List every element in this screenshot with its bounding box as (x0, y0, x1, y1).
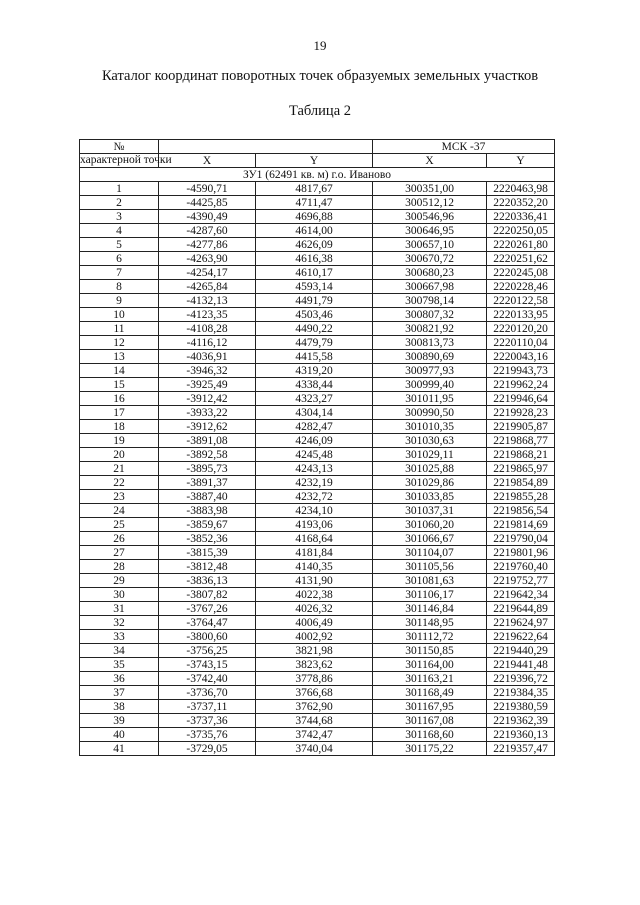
point-number: 2 (80, 196, 159, 210)
point-number: 14 (80, 364, 159, 378)
msk-y-cell: 2220043,16 (487, 350, 555, 364)
msk-y-cell: 2219946,64 (487, 392, 555, 406)
point-number: 32 (80, 616, 159, 630)
table-row (80, 420, 555, 434)
table-row (80, 686, 555, 700)
point-number: 30 (80, 588, 159, 602)
local-x-cell: -4263,90 (159, 252, 256, 266)
table-row (80, 280, 555, 294)
msk-y-cell: 2220250,05 (487, 224, 555, 238)
msk-y-cell: 2219928,23 (487, 406, 555, 420)
table-row (80, 364, 555, 378)
msk-x-cell: 301105,56 (373, 560, 487, 574)
msk-x-cell: 300670,72 (373, 252, 487, 266)
msk-x-cell: 301081,63 (373, 574, 487, 588)
local-y-cell: 4696,88 (256, 210, 373, 224)
msk-x-cell: 301011,95 (373, 392, 487, 406)
msk-x-cell: 300546,96 (373, 210, 487, 224)
local-y-cell: 3742,47 (256, 728, 373, 742)
msk-y-cell: 2219752,77 (487, 574, 555, 588)
point-number: 10 (80, 308, 159, 322)
local-x-cell: -3736,70 (159, 686, 256, 700)
msk-x-cell: 300977,93 (373, 364, 487, 378)
point-number: 18 (80, 420, 159, 434)
section-title: ЗУ1 (62491 кв. м) г.о. Иваново (80, 168, 555, 182)
section-row (80, 168, 555, 182)
local-x-cell: -4277,86 (159, 238, 256, 252)
local-y-cell: 3766,68 (256, 686, 373, 700)
local-x-cell: -3912,62 (159, 420, 256, 434)
local-x-cell: -3887,40 (159, 490, 256, 504)
local-x-cell: -3756,25 (159, 644, 256, 658)
local-x-cell: -3912,42 (159, 392, 256, 406)
point-number: 26 (80, 532, 159, 546)
msk-y-cell: 2219440,29 (487, 644, 555, 658)
msk-x-cell: 301175,22 (373, 742, 487, 756)
document-title: Каталог координат поворотных точек образуемых земельных участков (101, 68, 539, 84)
local-y-cell: 4131,90 (256, 574, 373, 588)
table-row (80, 462, 555, 476)
header-msk: МСК -37 (373, 140, 555, 154)
local-y-cell: 4026,32 (256, 602, 373, 616)
local-x-cell: -4287,60 (159, 224, 256, 238)
local-x-cell: -4254,17 (159, 266, 256, 280)
local-y-cell: 3778,86 (256, 672, 373, 686)
local-y-cell: 4491,79 (256, 294, 373, 308)
local-x-cell: -4390,49 (159, 210, 256, 224)
local-x-cell: -3737,36 (159, 714, 256, 728)
local-x-cell: -4132,13 (159, 294, 256, 308)
local-y-cell: 4193,06 (256, 518, 373, 532)
local-x-cell: -3946,32 (159, 364, 256, 378)
table-row (80, 490, 555, 504)
local-x-cell: -3812,48 (159, 560, 256, 574)
msk-x-cell: 300813,73 (373, 336, 487, 350)
local-x-cell: -3742,40 (159, 672, 256, 686)
point-number: 7 (80, 266, 159, 280)
table-row (80, 728, 555, 742)
table-row (80, 224, 555, 238)
point-number: 24 (80, 504, 159, 518)
point-number: 13 (80, 350, 159, 364)
header-msk-y: Y (487, 154, 555, 168)
local-x-cell: -3852,36 (159, 532, 256, 546)
table-row (80, 322, 555, 336)
header-msk-x: X (373, 154, 487, 168)
local-x-cell: -3925,49 (159, 378, 256, 392)
msk-x-cell: 301146,84 (373, 602, 487, 616)
msk-y-cell: 2219360,13 (487, 728, 555, 742)
msk-y-cell: 2220122,58 (487, 294, 555, 308)
msk-y-cell: 2219868,21 (487, 448, 555, 462)
local-y-cell: 3740,04 (256, 742, 373, 756)
local-x-cell: -3729,05 (159, 742, 256, 756)
table-row (80, 742, 555, 756)
msk-y-cell: 2219801,96 (487, 546, 555, 560)
local-y-cell: 3762,90 (256, 700, 373, 714)
local-x-cell: -3895,73 (159, 462, 256, 476)
local-x-cell: -4108,28 (159, 322, 256, 336)
msk-y-cell: 2220352,20 (487, 196, 555, 210)
local-x-cell: -3807,82 (159, 588, 256, 602)
point-number: 36 (80, 672, 159, 686)
point-number: 16 (80, 392, 159, 406)
point-number: 25 (80, 518, 159, 532)
local-x-cell: -3767,26 (159, 602, 256, 616)
msk-x-cell: 301029,11 (373, 448, 487, 462)
msk-y-cell: 2219357,47 (487, 742, 555, 756)
table-row (80, 238, 555, 252)
msk-x-cell: 300646,95 (373, 224, 487, 238)
msk-y-cell: 2219854,89 (487, 476, 555, 490)
msk-y-cell: 2219622,64 (487, 630, 555, 644)
point-number: 17 (80, 406, 159, 420)
table-caption: Таблица 2 (288, 103, 351, 119)
msk-y-cell: 2219962,24 (487, 378, 555, 392)
point-number: 1 (80, 182, 159, 196)
msk-y-cell: 2220463,98 (487, 182, 555, 196)
local-y-cell: 4181,84 (256, 546, 373, 560)
local-x-cell: -4036,91 (159, 350, 256, 364)
local-y-cell: 4626,09 (256, 238, 373, 252)
table-row (80, 658, 555, 672)
table-row (80, 378, 555, 392)
local-x-cell: -3883,98 (159, 504, 256, 518)
local-y-cell: 4616,38 (256, 252, 373, 266)
table-row (80, 308, 555, 322)
point-number: 19 (80, 434, 159, 448)
point-number: 3 (80, 210, 159, 224)
table-row (80, 252, 555, 266)
table-row (80, 518, 555, 532)
table-row (80, 532, 555, 546)
local-y-cell: 4282,47 (256, 420, 373, 434)
msk-x-cell: 300807,32 (373, 308, 487, 322)
local-x-cell: -3737,11 (159, 700, 256, 714)
table-row (80, 448, 555, 462)
msk-y-cell: 2219855,28 (487, 490, 555, 504)
local-y-cell: 4304,14 (256, 406, 373, 420)
point-number: 41 (80, 742, 159, 756)
local-y-cell: 4246,09 (256, 434, 373, 448)
point-number: 29 (80, 574, 159, 588)
point-number: 39 (80, 714, 159, 728)
table-row (80, 630, 555, 644)
point-number: 21 (80, 462, 159, 476)
header-row-top (80, 140, 555, 154)
msk-y-cell: 2219441,48 (487, 658, 555, 672)
table-row (80, 434, 555, 448)
local-y-cell: 4817,67 (256, 182, 373, 196)
point-number: 37 (80, 686, 159, 700)
msk-x-cell: 301030,63 (373, 434, 487, 448)
page-number: 19 (313, 38, 327, 53)
local-y-cell: 4234,10 (256, 504, 373, 518)
msk-y-cell: 2220336,41 (487, 210, 555, 224)
table-row (80, 560, 555, 574)
local-y-cell: 4503,46 (256, 308, 373, 322)
msk-x-cell: 301168,60 (373, 728, 487, 742)
table-row (80, 406, 555, 420)
table-row (80, 266, 555, 280)
msk-x-cell: 301164,00 (373, 658, 487, 672)
msk-x-cell: 301033,85 (373, 490, 487, 504)
msk-y-cell: 2220245,08 (487, 266, 555, 280)
msk-x-cell: 301010,35 (373, 420, 487, 434)
msk-x-cell: 300680,23 (373, 266, 487, 280)
msk-y-cell: 2220110,04 (487, 336, 555, 350)
local-y-cell: 4490,22 (256, 322, 373, 336)
table-row (80, 476, 555, 490)
point-number: 23 (80, 490, 159, 504)
point-number: 6 (80, 252, 159, 266)
table-row (80, 588, 555, 602)
table-row (80, 602, 555, 616)
table-row (80, 336, 555, 350)
msk-x-cell: 300512,12 (373, 196, 487, 210)
table-row (80, 672, 555, 686)
header-number-symbol: № (80, 140, 159, 154)
header-local-system (159, 140, 373, 154)
msk-x-cell: 301163,21 (373, 672, 487, 686)
local-y-cell: 4593,14 (256, 280, 373, 294)
table-header (80, 140, 555, 168)
msk-x-cell: 301060,20 (373, 518, 487, 532)
local-y-cell: 4319,20 (256, 364, 373, 378)
local-x-cell: -3815,39 (159, 546, 256, 560)
local-y-cell: 4006,49 (256, 616, 373, 630)
msk-x-cell: 300890,69 (373, 350, 487, 364)
table-row (80, 196, 555, 210)
msk-x-cell: 300657,10 (373, 238, 487, 252)
point-number: 11 (80, 322, 159, 336)
msk-x-cell: 300798,14 (373, 294, 487, 308)
msk-y-cell: 2219814,69 (487, 518, 555, 532)
msk-y-cell: 2219642,34 (487, 588, 555, 602)
local-y-cell: 4323,27 (256, 392, 373, 406)
msk-y-cell: 2219362,39 (487, 714, 555, 728)
table-row (80, 644, 555, 658)
header-row-axes (80, 154, 555, 168)
local-x-cell: -4123,35 (159, 308, 256, 322)
msk-y-cell: 2219865,97 (487, 462, 555, 476)
table-row (80, 700, 555, 714)
local-y-cell: 4245,48 (256, 448, 373, 462)
point-number: 22 (80, 476, 159, 490)
coordinates-table (79, 139, 555, 756)
msk-y-cell: 2219943,73 (487, 364, 555, 378)
msk-y-cell: 2219790,04 (487, 532, 555, 546)
msk-x-cell: 300351,00 (373, 182, 487, 196)
point-number: 20 (80, 448, 159, 462)
msk-x-cell: 300999,40 (373, 378, 487, 392)
header-local-y: Y (256, 154, 373, 168)
msk-x-cell: 300990,50 (373, 406, 487, 420)
msk-y-cell: 2220133,95 (487, 308, 555, 322)
header-local-x: X (159, 154, 256, 168)
point-number: 31 (80, 602, 159, 616)
point-number: 8 (80, 280, 159, 294)
table-row (80, 350, 555, 364)
msk-x-cell: 301148,95 (373, 616, 487, 630)
point-number: 15 (80, 378, 159, 392)
local-y-cell: 4168,64 (256, 532, 373, 546)
msk-y-cell: 2219905,87 (487, 420, 555, 434)
local-x-cell: -3743,15 (159, 658, 256, 672)
point-number: 38 (80, 700, 159, 714)
local-y-cell: 3823,62 (256, 658, 373, 672)
msk-x-cell: 301104,07 (373, 546, 487, 560)
msk-x-cell: 301037,31 (373, 504, 487, 518)
local-x-cell: -3764,47 (159, 616, 256, 630)
local-y-cell: 4610,17 (256, 266, 373, 280)
table-row (80, 616, 555, 630)
msk-x-cell: 301066,67 (373, 532, 487, 546)
point-number: 12 (80, 336, 159, 350)
msk-x-cell: 300821,92 (373, 322, 487, 336)
msk-y-cell: 2219856,54 (487, 504, 555, 518)
msk-x-cell: 301150,85 (373, 644, 487, 658)
msk-y-cell: 2219384,35 (487, 686, 555, 700)
local-x-cell: -3735,76 (159, 728, 256, 742)
local-y-cell: 4243,13 (256, 462, 373, 476)
local-y-cell: 4415,58 (256, 350, 373, 364)
table-row (80, 210, 555, 224)
point-number: 27 (80, 546, 159, 560)
local-x-cell: -3933,22 (159, 406, 256, 420)
local-y-cell: 4614,00 (256, 224, 373, 238)
local-y-cell: 4140,35 (256, 560, 373, 574)
local-y-cell: 4232,72 (256, 490, 373, 504)
msk-y-cell: 2220228,46 (487, 280, 555, 294)
table-row (80, 392, 555, 406)
table-row (80, 714, 555, 728)
local-y-cell: 4338,44 (256, 378, 373, 392)
msk-y-cell: 2220120,20 (487, 322, 555, 336)
local-y-cell: 4711,47 (256, 196, 373, 210)
msk-y-cell: 2219380,59 (487, 700, 555, 714)
table-row (80, 294, 555, 308)
table-row (80, 182, 555, 196)
local-x-cell: -3836,13 (159, 574, 256, 588)
table-row (80, 504, 555, 518)
msk-y-cell: 2220261,80 (487, 238, 555, 252)
table-body (80, 168, 555, 756)
msk-y-cell: 2219396,72 (487, 672, 555, 686)
local-x-cell: -3891,37 (159, 476, 256, 490)
msk-y-cell: 2219868,77 (487, 434, 555, 448)
point-number: 34 (80, 644, 159, 658)
msk-x-cell: 300667,98 (373, 280, 487, 294)
local-y-cell: 3821,98 (256, 644, 373, 658)
local-y-cell: 4022,38 (256, 588, 373, 602)
msk-x-cell: 301029,86 (373, 476, 487, 490)
header-point-label: характерной точки (80, 154, 172, 166)
point-number: 28 (80, 560, 159, 574)
local-y-cell: 4479,79 (256, 336, 373, 350)
msk-x-cell: 301112,72 (373, 630, 487, 644)
msk-x-cell: 301167,08 (373, 714, 487, 728)
local-x-cell: -3891,08 (159, 434, 256, 448)
point-number: 9 (80, 294, 159, 308)
table-row (80, 546, 555, 560)
point-number: 5 (80, 238, 159, 252)
msk-y-cell: 2219644,89 (487, 602, 555, 616)
msk-y-cell: 2219760,40 (487, 560, 555, 574)
point-number: 4 (80, 224, 159, 238)
msk-y-cell: 2220251,62 (487, 252, 555, 266)
msk-x-cell: 301106,17 (373, 588, 487, 602)
table-row (80, 574, 555, 588)
msk-x-cell: 301168,49 (373, 686, 487, 700)
point-number: 35 (80, 658, 159, 672)
local-x-cell: -4590,71 (159, 182, 256, 196)
msk-x-cell: 301167,95 (373, 700, 487, 714)
local-x-cell: -4265,84 (159, 280, 256, 294)
point-number: 40 (80, 728, 159, 742)
msk-x-cell: 301025,88 (373, 462, 487, 476)
local-x-cell: -3859,67 (159, 518, 256, 532)
msk-y-cell: 2219624,97 (487, 616, 555, 630)
local-x-cell: -4425,85 (159, 196, 256, 210)
point-number: 33 (80, 630, 159, 644)
local-y-cell: 3744,68 (256, 714, 373, 728)
local-x-cell: -4116,12 (159, 336, 256, 350)
local-y-cell: 4232,19 (256, 476, 373, 490)
local-y-cell: 4002,92 (256, 630, 373, 644)
local-x-cell: -3800,60 (159, 630, 256, 644)
local-x-cell: -3892,58 (159, 448, 256, 462)
